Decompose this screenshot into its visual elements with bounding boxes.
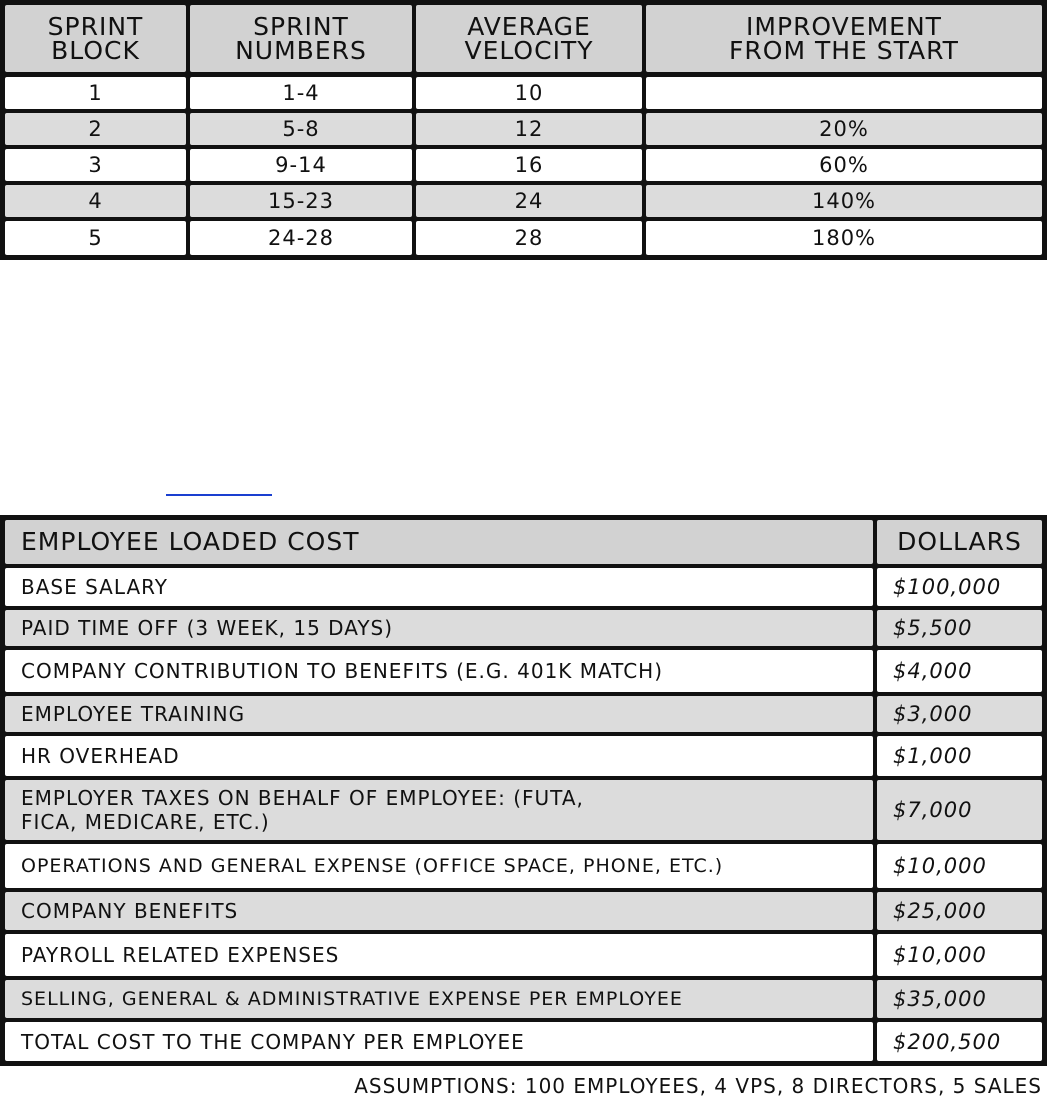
table-cell: 9-14 bbox=[190, 149, 412, 181]
table-cell: 28 bbox=[416, 221, 642, 255]
employee-loaded-cost-table bbox=[0, 515, 1047, 1066]
table-row-value: $1,000 bbox=[877, 736, 1042, 776]
table-cell: 3 bbox=[5, 149, 186, 181]
header-line: BLOCK bbox=[51, 35, 140, 65]
table-cell: 20% bbox=[646, 113, 1042, 145]
table-row-label: EMPLOYER TAXES ON BEHALF OF EMPLOYEE: (FUTA, FICA, MEDICARE, ETC.) bbox=[5, 780, 873, 840]
table-row-value: $5,500 bbox=[877, 610, 1042, 646]
header-dollars: DOLLARS bbox=[877, 520, 1042, 564]
header-average-velocity bbox=[416, 5, 642, 72]
table-cell: 5-8 bbox=[190, 113, 412, 145]
table-row-label: COMPANY CONTRIBUTION TO BENEFITS (E.G. 401K MATCH) bbox=[5, 650, 873, 692]
table-row-label: BASE SALARY bbox=[5, 568, 873, 606]
table-cell: 10 bbox=[416, 77, 642, 109]
header-line: IMPROVEMENT bbox=[746, 11, 942, 41]
table-row-label: EMPLOYEE TRAINING bbox=[5, 696, 873, 732]
header-sprint-numbers bbox=[190, 5, 412, 72]
table-row-label: SELLING, GENERAL & ADMINISTRATIVE EXPENSE PER EMPLOYEE bbox=[5, 980, 873, 1018]
table-row-label: PAYROLL RELATED EXPENSES bbox=[5, 934, 873, 976]
table-row-value: $200,500 bbox=[877, 1022, 1042, 1061]
table-cell: 16 bbox=[416, 149, 642, 181]
table-cell: 180% bbox=[646, 221, 1042, 255]
table-cell: 5 bbox=[5, 221, 186, 255]
table-row-value: $10,000 bbox=[877, 934, 1042, 976]
table-cell: 1-4 bbox=[190, 77, 412, 109]
table-row-label: COMPANY BENEFITS bbox=[5, 892, 873, 930]
header-line: AVERAGE bbox=[467, 11, 591, 41]
table-row-value: $100,000 bbox=[877, 568, 1042, 606]
table-cell: 4 bbox=[5, 185, 186, 217]
table-cell: 60% bbox=[646, 149, 1042, 181]
link-underline bbox=[166, 494, 272, 496]
header-line: SPRINT bbox=[47, 11, 144, 41]
header-line: VELOCITY bbox=[464, 35, 594, 65]
table-row-label: HR OVERHEAD bbox=[5, 736, 873, 776]
table-row-label: OPERATIONS AND GENERAL EXPENSE (OFFICE SPACE, PHONE, ETC.) bbox=[5, 844, 873, 888]
table-cell: 12 bbox=[416, 113, 642, 145]
header-line: FROM THE START bbox=[729, 35, 959, 65]
header-line: NUMBERS bbox=[235, 35, 367, 65]
header-improvement bbox=[646, 5, 1042, 72]
table-row-value: $3,000 bbox=[877, 696, 1042, 732]
table-cell: 140% bbox=[646, 185, 1042, 217]
table-row-value: $7,000 bbox=[877, 780, 1042, 840]
table-row-value: $35,000 bbox=[877, 980, 1042, 1018]
table-cell: 15-23 bbox=[190, 185, 412, 217]
header-employee-loaded-cost: EMPLOYEE LOADED COST bbox=[5, 520, 873, 564]
table-cell: 24-28 bbox=[190, 221, 412, 255]
table-cell: 24 bbox=[416, 185, 642, 217]
table-cell: 2 bbox=[5, 113, 186, 145]
table-row-value: $4,000 bbox=[877, 650, 1042, 692]
table-row-label: TOTAL COST TO THE COMPANY PER EMPLOYEE bbox=[5, 1022, 873, 1061]
table-row-value: $10,000 bbox=[877, 844, 1042, 888]
table-row-value: $25,000 bbox=[877, 892, 1042, 930]
table-cell bbox=[646, 77, 1042, 109]
table-row-label: PAID TIME OFF (3 WEEK, 15 DAYS) bbox=[5, 610, 873, 646]
assumptions-note: ASSUMPTIONS: 100 EMPLOYEES, 4 VPS, 8 DIRECTORS, 5 SALES bbox=[354, 1074, 1042, 1098]
sprint-velocity-table bbox=[0, 0, 1047, 260]
table-cell: 1 bbox=[5, 77, 186, 109]
header-line: SPRINT bbox=[253, 11, 349, 41]
header-sprint-block bbox=[5, 5, 186, 72]
